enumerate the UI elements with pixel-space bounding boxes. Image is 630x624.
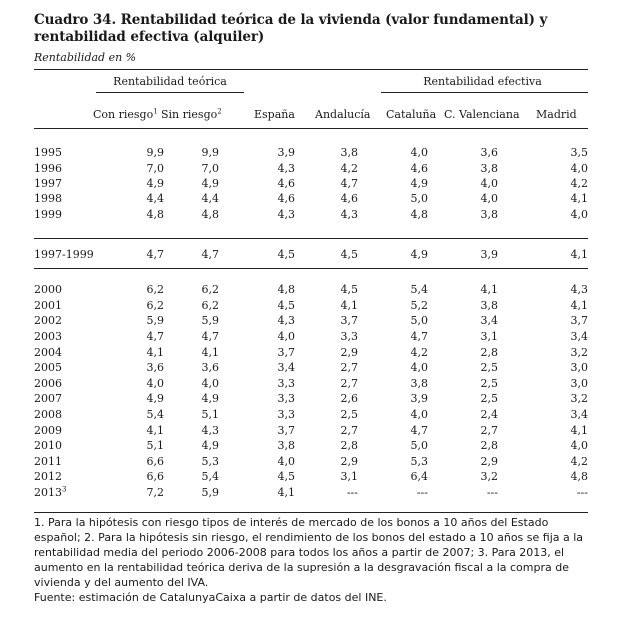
table-cell: 4,5 [277,298,295,312]
table-cell: 3,8 [277,439,295,453]
table-cell: 3,4 [480,314,498,328]
col-header-madrid: Madrid [536,108,577,121]
table-cell: 3,7 [277,423,295,437]
table-cell: 3,8 [340,146,358,160]
table-cell: 3,6 [201,361,219,375]
table-cell: --- [416,486,428,500]
table-cell: 3,3 [277,392,295,406]
table-cell: 3,7 [340,314,358,328]
table-cell: 4,0 [277,454,295,468]
table-cell: 3,2 [570,345,588,359]
table-cell: 4,7 [410,423,428,437]
col-header-cataluna: Cataluña [386,108,437,121]
table-cell: 3,3 [277,408,295,422]
table-row [34,454,588,470]
table-row [34,329,588,345]
table-cell: 4,7 [410,330,428,344]
table-cell: 6,2 [201,298,219,312]
table-cell: 5,0 [410,192,428,206]
table-cell: 3,3 [340,330,358,344]
table-cell: 5,2 [410,298,428,312]
table-cell: 4,3 [340,207,358,221]
row-year: 2007 [34,392,62,406]
row-year: 1996 [34,161,62,175]
row-year: 2003 [34,330,62,344]
row-year: 2000 [34,283,62,297]
group-underline-efectiva [381,92,588,93]
table-cell: 3,4 [570,330,588,344]
table-cell: 2,8 [340,439,358,453]
table-cell: 2,7 [340,423,358,437]
table-cell: 4,6 [410,161,428,175]
table-row [34,485,588,501]
table-cell: 3,0 [570,361,588,375]
table-cell: 2,5 [480,361,498,375]
table-cell: 4,5 [277,248,295,261]
table-cell: 5,9 [201,486,219,500]
table-cell: 4,0 [570,439,588,453]
table-row [34,469,588,485]
table-cell: 3,6 [480,146,498,160]
table-row [34,298,588,314]
data-block-2000-2013 [34,282,588,500]
table-row [34,176,588,191]
table-cell: --- [346,486,358,500]
table-cell: 4,3 [277,207,295,221]
table-cell: 4,0 [570,207,588,221]
table-cell: 3,7 [277,345,295,359]
table-cell: 4,5 [340,248,358,261]
table-row [34,422,588,438]
table-cell: --- [576,486,588,500]
table-cell: 2,7 [340,376,358,390]
table-cell: 4,9 [410,176,428,190]
row-year: 2006 [34,376,62,390]
table-cell: 5,4 [410,283,428,297]
table-cell: 3,1 [340,470,358,484]
table-cell: 2,4 [480,408,498,422]
table-cell: 3,1 [480,330,498,344]
table-cell: 4,7 [201,330,219,344]
table-cell: 4,9 [146,176,164,190]
col-header-sin-riesgo: Sin riesgo$^2$ [161,107,222,121]
table-cell: 3,6 [146,361,164,375]
table-cell: 4,1 [570,248,588,261]
table-cell: 5,9 [201,314,219,328]
row-year: 1997 [34,176,62,190]
col-header-andalucia: Andalucía [315,108,371,121]
table-cell: 7,0 [201,161,219,175]
table-cell: 3,4 [570,408,588,422]
table-cell: 6,2 [201,283,219,297]
table-cell: 5,9 [146,314,164,328]
table-cell: 5,1 [201,408,219,422]
row-year: 2010 [34,439,62,453]
table-row [34,438,588,454]
table-cell: 2,5 [340,408,358,422]
table-cell: 5,4 [201,470,219,484]
table-cell: 3,5 [570,146,588,160]
table-cell: 4,7 [146,248,164,261]
table-cell: 3,2 [570,392,588,406]
table-cell: 4,9 [201,439,219,453]
table-cell: 4,0 [480,192,498,206]
data-block-average [34,247,588,262]
table-cell: 4,7 [340,176,358,190]
table-cell: 3,8 [480,207,498,221]
table-cell: 4,0 [480,176,498,190]
table-cell: 3,3 [277,376,295,390]
table-cell: 7,0 [146,161,164,175]
table-row [34,207,588,222]
table-cell: 2,7 [340,361,358,375]
table-cell: 4,8 [410,207,428,221]
table-cell: 4,9 [201,392,219,406]
table-cell: 5,0 [410,314,428,328]
footnotes [34,515,594,605]
table-title: Cuadro 34. Rentabilidad teórica de la vivienda (valor fundamental) y rentabilidad efectiva (alquiler) [34,12,548,45]
table-row [34,191,588,206]
table-cell: 4,7 [146,330,164,344]
table-cell: 3,9 [277,146,295,160]
table-row [34,313,588,329]
table-cell: 4,0 [277,330,295,344]
row-year: 1997-1999 [34,248,94,261]
col-header-espana: España [254,108,295,121]
table-row [34,360,588,376]
header-rule [34,128,588,129]
table-cell: 4,1 [201,345,219,359]
row-year: 2005 [34,361,62,375]
col-header-valenciana: C. Valenciana [444,108,520,121]
row-year: 2002 [34,314,62,328]
table-cell: 6,6 [146,470,164,484]
table-cell: 4,1 [277,486,295,500]
table-cell: 3,8 [480,298,498,312]
table-cell: 3,9 [480,248,498,261]
table-cell: 4,9 [146,392,164,406]
table-row [34,376,588,392]
table-cell: 4,5 [340,283,358,297]
table-cell: 3,7 [570,314,588,328]
table-cell: 4,0 [570,161,588,175]
block-rule-1 [34,238,588,239]
table-row [34,344,588,360]
table-cell: 4,6 [340,192,358,206]
table-cell: 4,8 [277,283,295,297]
table-cell: 6,6 [146,454,164,468]
table-cell: 4,2 [340,161,358,175]
row-year: 1999 [34,207,62,221]
table-cell: --- [486,486,498,500]
table-cell: 3,0 [570,376,588,390]
table-cell: 4,7 [201,248,219,261]
table-cell: 4,6 [277,192,295,206]
table-cell: 4,1 [340,298,358,312]
table-row [34,160,588,175]
table-cell: 5,1 [146,439,164,453]
table-cell: 4,3 [201,423,219,437]
row-year: 2004 [34,345,62,359]
footnote-text: 1. Para la hipótesis con riesgo tipos de interés de mercado de los bonos a 10 años del Estado español; 2. Para la hipótesis sin riesgo, el rendimiento de los bonos del estado a 10 años se fija a la rentabilidad media del periodo 2006-2008 para todos los años a partir de 2007; 3. Para 2013, el aumento en la rentabilidad teórica deriva de la supresión a la desgravación fiscal a la compra de vivienda y del aumento del IVA. [34,516,584,589]
row-year: 2012 [34,470,62,484]
table-cell: 3,9 [410,392,428,406]
bottom-rule [34,512,588,513]
table-cell: 4,1 [480,283,498,297]
table-cell: 3,8 [410,376,428,390]
units-subtitle: Rentabilidad en % [34,51,137,64]
table-cell: 4,0 [410,146,428,160]
top-rule [34,69,588,70]
group-rentabilidad-efectiva: Rentabilidad efectiva [423,75,542,88]
table-row [34,282,588,298]
table-cell: 6,4 [410,470,428,484]
table-cell: 9,9 [146,146,164,160]
row-year: 2008 [34,408,62,422]
table-cell: 6,2 [146,298,164,312]
table-cell: 4,6 [277,176,295,190]
table-cell: 4,9 [201,176,219,190]
table-cell: 2,8 [480,439,498,453]
row-year: 2009 [34,423,62,437]
table-cell: 4,9 [410,248,428,261]
table-cell: 2,9 [340,345,358,359]
block-rule-2 [34,268,588,269]
table-cell: 4,8 [146,207,164,221]
table-cell: 2,5 [480,392,498,406]
table-cell: 4,2 [570,176,588,190]
row-year: 2001 [34,298,62,312]
col-header-con-riesgo: Con riesgo$^1$ [93,107,158,121]
table-cell: 4,1 [570,423,588,437]
table-cell: 2,6 [340,392,358,406]
table-row [34,247,588,262]
table-cell: 7,2 [146,486,164,500]
table-cell: 4,3 [277,314,295,328]
table-cell: 4,2 [570,454,588,468]
group-underline-teorica [96,92,244,93]
source-text: Fuente: estimación de CatalunyaCaixa a partir de datos del INE. [34,591,387,604]
table-cell: 3,8 [480,161,498,175]
row-year: 2011 [34,454,62,468]
table-cell: 5,4 [146,408,164,422]
table-cell: 5,3 [410,454,428,468]
table-cell: 2,5 [480,376,498,390]
table-cell: 4,3 [570,283,588,297]
row-year: 1995 [34,146,62,160]
table-cell: 4,0 [410,408,428,422]
table-cell: 6,2 [146,283,164,297]
table-cell: 4,8 [201,207,219,221]
table-cell: 5,0 [410,439,428,453]
table-cell: 4,0 [201,376,219,390]
table-cell: 2,9 [340,454,358,468]
row-year: 1998 [34,192,62,206]
table-cell: 4,3 [277,161,295,175]
table-cell: 4,1 [570,298,588,312]
table-cell: 4,0 [146,376,164,390]
row-year: 2013$^3$ [34,485,67,500]
table-cell: 4,2 [410,345,428,359]
table-cell: 4,1 [570,192,588,206]
table-cell: 5,3 [201,454,219,468]
table-cell: 4,4 [201,192,219,206]
table-cell: 4,8 [570,470,588,484]
table-cell: 4,1 [146,345,164,359]
table-cell: 3,4 [277,361,295,375]
table-cell: 2,9 [480,454,498,468]
data-block-1995-1999 [34,145,588,222]
table-row [34,391,588,407]
table-cell: 4,4 [146,192,164,206]
table-cell: 4,5 [277,470,295,484]
table-row [34,407,588,423]
table-cell: 2,8 [480,345,498,359]
table-cell: 4,0 [410,361,428,375]
group-rentabilidad-teorica: Rentabilidad teórica [113,75,227,88]
table-cell: 4,1 [146,423,164,437]
table-cell: 3,2 [480,470,498,484]
table-cell: 9,9 [201,146,219,160]
table-cell: 2,7 [480,423,498,437]
table-row [34,145,588,160]
